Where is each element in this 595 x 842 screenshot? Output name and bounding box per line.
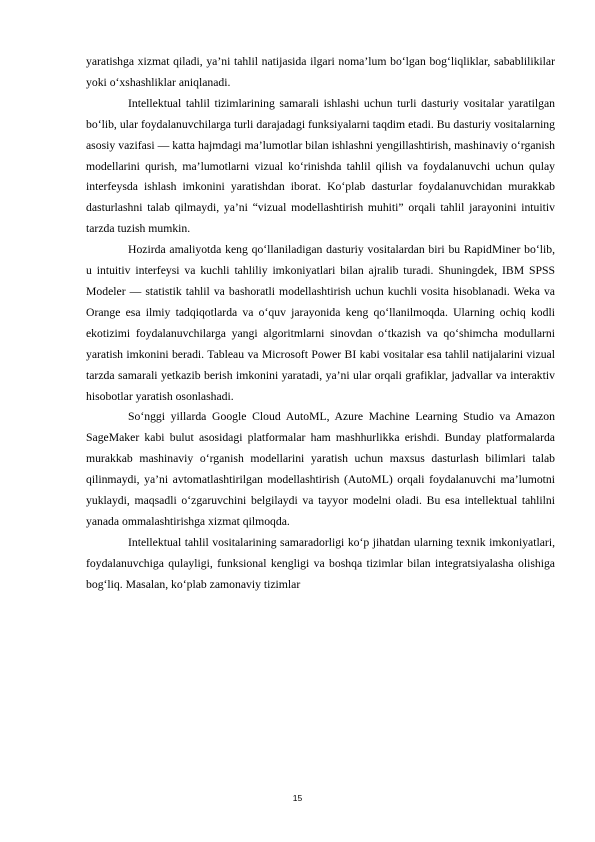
paragraph-rapidminer: Hozirda amaliyotda keng qo‘llaniladigan dasturiy vositalardan biri bu RapidMiner bo‘lib, u intuitiv interfeysi va kuchli tahliliy imkoniyatlari bilan ajralib turadi. Shuningdek, IBM SPSS Modeler — statistik tahlil va bashoratli modellashtirish uchun kuchli vosita hisoblanadi. Weka va Orange esa ilmiy tadqiqotlarda va o‘quv jarayonida keng qo‘llanilmoqda. Ularning ochiq kodli ekotizimi foydalanuvchilarga yangi algoritmlarni sinovdan o‘tkazish va qo‘shimcha modullarni yaratish imkonini beradi. Tableau va Microsoft Power BI kabi vositalar esa tahlil natijalarini vizual tarzda samarali yetkazib berish imkonini yaratadi, ya’ni ular orqali grafiklar, jadvallar va interaktiv hisobotlar yaratish osonlashadi. [86,243,555,403]
paragraph-efficiency: Intellektual tahlil vositalarining samaradorligi ko‘p jihatdan ularning texnik imkoniyatlari, foydalanuvchiga qulayligi, funksional kengligi va boshqa tizimlar bilan integratsiyalasha olishiga bog‘liq. Masalan, ko‘plab zamonaviy tizimlar [86,535,555,591]
page-number: 15 [292,793,303,803]
paragraph-continuation: yaratishga xizmat qiladi, ya’ni tahlil natijasida ilgari noma’lum bo‘lgan bog‘liqliklar, sabablilikilar yoki o‘xshashliklar aniqlanadi. [86,55,555,89]
page-body [86,52,555,596]
paragraph-software-tools: Intellektual tahlil tizimlarining samarali ishlashi uchun turli dasturiy vositalar yaratilgan bo‘lib, ular foydalanuvchilarga turli darajadagi funksiyalarni taqdim etadi. Bu dasturiy vositalarning asosiy vazifasi — katta hajmdagi ma’lumotlar bilan ishlashni yengillashtirish, mashinaviy o‘rganish modellarini qurish, ma’lumotlarni vizual ko‘rinishda tahlil qilish va foydalanuvchi uchun qulay interfeysda ishlash imkonini yaratishdan iborat. Ko‘plab dasturlar foydalanuvchidan murakkab dasturlashni talab qilmaydi, ya’ni “vizual modellashtirish muhiti” orqali tahlil jarayonini intuitiv tarzda tuzish mumkin. [86,96,555,236]
paragraph-cloud-platforms: So‘nggi yillarda Google Cloud AutoML, Azure Machine Learning Studio va Amazon SageMaker kabi bulut asosidagi platformalar ham mashhurlikka erishdi. Bunday platformalarda murakkab mashinaviy o‘rganish modellarini yaratish uchun maxsus dasturlash bilimlari talab qilinmaydi, ya’ni avtomatlashtirilgan modellashtirish (AutoML) orqali foydalanuvchi ma’lumotni yuklaydi, maqsadli o‘zgaruvchini belgilaydi va tayyor modelni oladi. Bu esa intellektual tahlilni yanada ommalashtirishga xizmat qilmoqda. [86,410,555,528]
